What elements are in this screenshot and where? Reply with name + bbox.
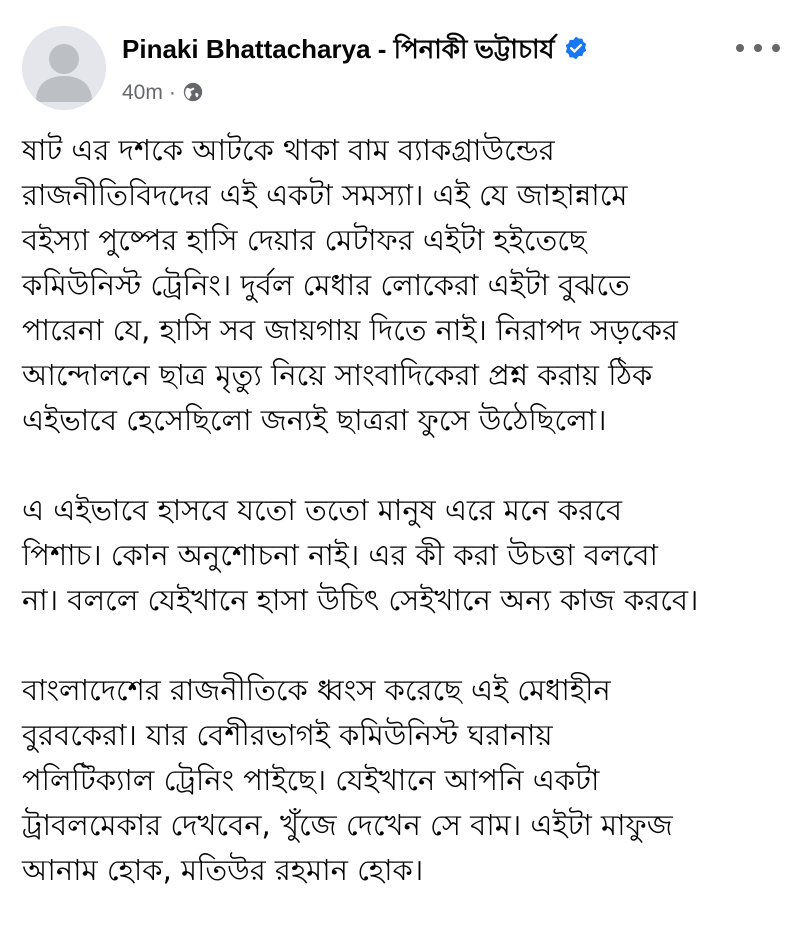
post-text-line: ট্রাবলমেকার দেখবেন, খুঁজে দেখেন সে বাম। এইটা মাফুজ	[22, 808, 673, 842]
post-text-line: এ এইভাবে হাসবে যতো ততো মানুষ এরে মনে করবে	[22, 493, 623, 527]
post-text-line: বাংলাদেশের রাজনীতিকে ধ্বংস করেছে এই মেধাহীন	[22, 673, 611, 707]
post-paragraph-1	[22, 128, 792, 443]
post-meta	[122, 80, 204, 110]
author-name-row	[122, 34, 589, 67]
meta-separator: ·	[168, 81, 176, 104]
avatar[interactable]	[22, 26, 106, 110]
post-text-line: রাজনীতিবিদদের এই একটা সমস্যা। এই যে জাহান্নামে	[22, 178, 628, 212]
post-timestamp[interactable]: 40m	[122, 81, 163, 104]
default-avatar-icon	[22, 26, 106, 110]
globe-icon[interactable]	[182, 81, 204, 110]
post-text-line: ষাট এর দশকে আটকে থাকা বাম ব্যাকগ্রাউন্ডের	[22, 133, 555, 167]
post-body	[22, 128, 792, 938]
more-dot	[736, 44, 744, 52]
post-paragraph-2	[22, 488, 792, 623]
verified-badge-icon	[563, 35, 589, 67]
post-text-line: বইস্যা পুষ্পের হাসি দেয়ার মেটাফর এইটা হইতেছে	[22, 223, 587, 257]
post-text-line: এইভাবে হেসেছিলো জন্যই ছাত্ররা ফুসে উঠেছিলো।	[22, 403, 607, 437]
more-dot	[754, 44, 762, 52]
post-text-line: কমিউনিস্ট ট্রেনিং। দুর্বল মেধার লোকেরা এইটা বুঝতে	[22, 268, 630, 302]
more-options-icon[interactable]	[736, 38, 780, 58]
post-text-line: বুরবকেরা। যার বেশীরভাগই কমিউনিস্ট ঘরানায়	[22, 718, 553, 752]
more-dot	[772, 44, 780, 52]
post-text-line: পলিটিক্যাল ট্রেনিং পাইছে। যেইখানে আপনি একটা	[22, 763, 600, 797]
post-text-line: না। বললে যেইখানে হাসা উচিৎ সেইখানে অন্য কাজ করবে।	[22, 583, 699, 617]
post-paragraph-3	[22, 668, 792, 893]
post-text-line: পারেনা যে, হাসি সব জায়গায় দিতে নাই। নিরাপদ সড়কের	[22, 313, 678, 347]
post-text-line: পিশাচ। কোন অনুশোচনা নাই। এর কী করা উচত্তা বলবো	[22, 538, 658, 572]
post-text-line: আন্দোলনে ছাত্র মৃত্যু নিয়ে সাংবাদিকেরা প্রশ্ন করায় ঠিক	[22, 358, 653, 392]
post-text-line: আনাম হোক, মতিউর রহমান হোক।	[22, 853, 424, 887]
author-name[interactable]: Pinaki Bhattacharya - পিনাকী ভট্টাচার্য	[122, 34, 555, 64]
post-header	[22, 26, 800, 112]
